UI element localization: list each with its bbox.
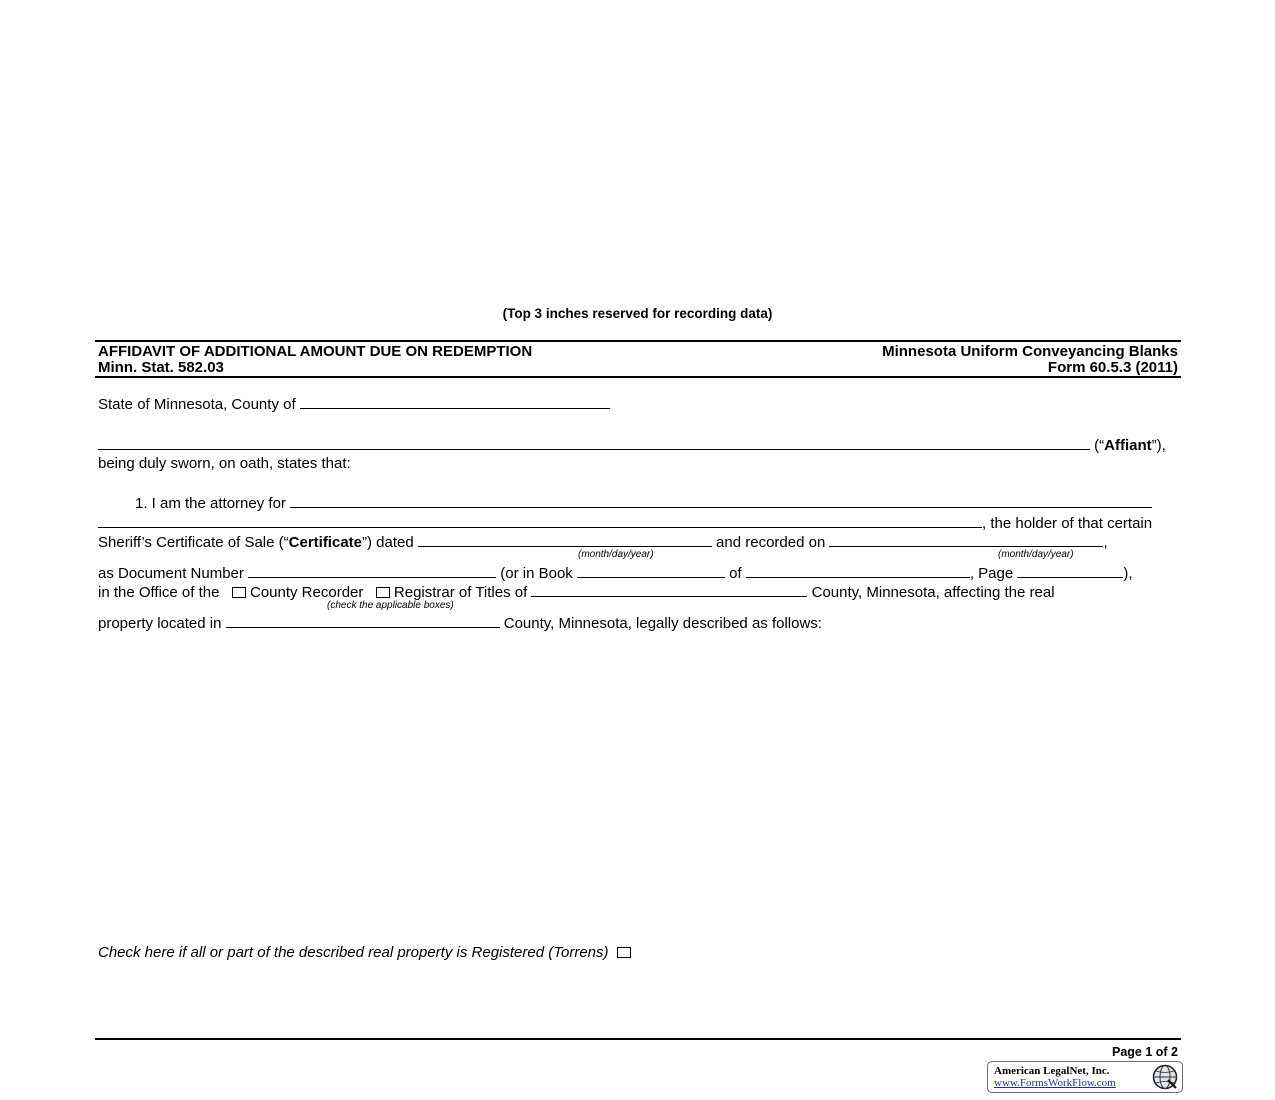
item1-label: 1. I am the attorney for <box>135 495 286 512</box>
affiant-label: Affiant <box>1104 437 1152 454</box>
state-county-label: State of Minnesota, County of <box>98 396 296 413</box>
reserved-note: (Top 3 inches reserved for recording data) <box>502 306 773 321</box>
property-label: property located in <box>98 615 222 632</box>
form-title: AFFIDAVIT OF ADDITIONAL AMOUNT DUE ON REDEMPTION <box>98 343 533 360</box>
globe-icon <box>1152 1064 1178 1090</box>
header-top-rule <box>95 340 1181 342</box>
book-label: (or in Book <box>500 565 573 582</box>
affiant-close: ”), <box>1151 437 1166 454</box>
doc-number-label: as Document Number <box>98 565 244 582</box>
certificate-label: Certificate <box>288 534 362 551</box>
sworn-line: being duly sworn, on oath, states that: <box>98 455 351 472</box>
check-hint: (check the applicable boxes) <box>327 600 454 611</box>
date-hint-1: (month/day/year) <box>578 549 654 560</box>
recorded-on-label: and recorded on <box>716 534 826 551</box>
page-label: , Page <box>969 565 1014 582</box>
form-series: Minnesota Uniform Conveyancing Blanks <box>882 343 1178 360</box>
holder-text: , the holder of that certain <box>982 515 1153 532</box>
book-field[interactable] <box>577 564 725 578</box>
property-line <box>98 614 1178 632</box>
torrens-label: Check here if all or part of the described real property is Registered (Torrens) <box>98 944 609 961</box>
trailing-comma: , <box>1103 534 1108 551</box>
certificate-date-field[interactable] <box>418 533 712 547</box>
legal-description-area[interactable] <box>98 640 1178 930</box>
page-number: Page 1 of 2 <box>1112 1045 1178 1059</box>
sheriff-lead: Sheriff’s Certificate of Sale (“ <box>98 534 289 551</box>
close-paren: ), <box>1123 565 1133 582</box>
affiant-name-field[interactable] <box>98 436 1090 450</box>
county-recorder-checkbox[interactable] <box>232 587 246 598</box>
legal-desc-label: County, Minnesota, legally described as follows: <box>503 615 822 632</box>
torrens-checkbox[interactable] <box>617 947 631 958</box>
doc-number-field[interactable] <box>248 564 496 578</box>
header-bottom-rule <box>95 376 1181 378</box>
book-type-field[interactable] <box>746 564 970 578</box>
date-hint-2: (month/day/year) <box>998 549 1074 560</box>
holder-line <box>98 514 1178 532</box>
torrens-line <box>98 944 1178 961</box>
page-field[interactable] <box>1017 564 1123 578</box>
affiant-open: (“ <box>1090 437 1105 454</box>
property-county-field[interactable] <box>226 614 500 628</box>
affecting-text: County, Minnesota, affecting the real <box>811 584 1055 601</box>
state-county-line <box>98 395 1178 413</box>
county-recorder-label: County Recorder <box>249 584 364 601</box>
logo-badge[interactable] <box>987 1061 1183 1093</box>
county-field[interactable] <box>300 395 610 409</box>
sheriff-dated: ”) dated <box>362 534 414 551</box>
office-label: in the Office of the <box>98 584 220 601</box>
of-label: of <box>729 565 742 582</box>
client-name-field[interactable] <box>290 494 1152 508</box>
office-line <box>98 583 1178 601</box>
logo-company: American LegalNet, Inc. <box>994 1065 1110 1077</box>
registrar-county-field[interactable] <box>531 583 807 597</box>
statute-ref: Minn. Stat. 582.03 <box>98 359 224 376</box>
document-line <box>98 564 1178 582</box>
recorded-date-field[interactable] <box>829 533 1103 547</box>
logo-url[interactable]: www.FormsWorkFlow.com <box>994 1077 1116 1089</box>
form-number: Form 60.5.3 (2011) <box>1047 359 1178 376</box>
client-name-field-2[interactable] <box>98 514 982 528</box>
registrar-label: Registrar of Titles of <box>393 584 528 601</box>
item1-line <box>135 494 1178 512</box>
registrar-checkbox[interactable] <box>376 587 390 598</box>
footer-rule <box>95 1038 1181 1040</box>
affiant-line <box>98 436 1178 454</box>
